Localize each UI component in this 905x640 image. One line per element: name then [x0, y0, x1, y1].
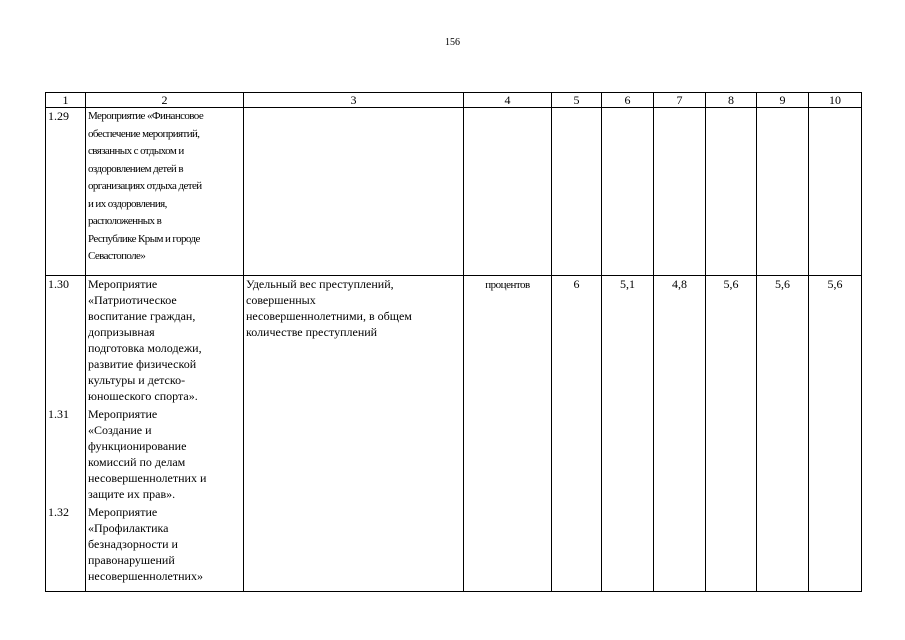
value-cell: 5,6 — [757, 276, 809, 592]
header-cell: 10 — [809, 93, 862, 108]
header-cell: 4 — [464, 93, 552, 108]
header-cell: 8 — [706, 93, 757, 108]
row-number: 1.30 — [48, 277, 69, 291]
header-cell: 7 — [654, 93, 706, 108]
header-cell: 3 — [244, 93, 464, 108]
empty-cell — [809, 108, 862, 276]
value-cell: 5,1 — [602, 276, 654, 592]
empty-cell — [464, 108, 552, 276]
empty-cell — [654, 108, 706, 276]
unit-cell — [464, 276, 552, 592]
header-cell: 5 — [552, 93, 602, 108]
value-cell: 4,8 — [654, 276, 706, 592]
header-cell: 9 — [757, 93, 809, 108]
empty-cell — [706, 108, 757, 276]
row-number: 1.29 — [46, 108, 86, 276]
empty-cell — [602, 108, 654, 276]
measure-name-text: Мероприятие «Патриотическое воспитание граждан, допризывная подготовка молодежи, развитие физической культуры и детско- юношеского спорта». — [88, 277, 202, 403]
value-cell: 6 — [552, 276, 602, 592]
measure-name-text: Мероприятие «Создание и функционирование комиссий по делам несовершеннолетних и защите их прав». — [88, 407, 207, 501]
table-row — [46, 276, 862, 592]
empty-cell — [757, 108, 809, 276]
header-cell: 6 — [602, 93, 654, 108]
indicator-cell — [244, 276, 464, 592]
table-row — [46, 108, 862, 276]
measure-names — [86, 276, 244, 592]
table-header-row — [46, 93, 862, 108]
header-cell: 1 — [46, 93, 86, 108]
indicator-text: Удельный вес преступлений, совершенных несовершеннолетними, в общем количестве преступлений — [246, 277, 412, 339]
row-numbers — [46, 276, 86, 592]
value-cell: 5,6 — [706, 276, 757, 592]
row-number: 1.32 — [48, 505, 69, 519]
measure-name-text: Мероприятие «Финансовое обеспечение мероприятий, связанных с отдыхом и оздоровлением детей в организациях отдыха детей и их оздоровления, расположенных в Республике Крым и городе Севастополе» — [88, 110, 204, 262]
measure-name-text: Мероприятие «Профилактика безнадзорности и правонарушений несовершеннолетних» — [88, 505, 203, 583]
empty-cell — [552, 108, 602, 276]
measure-name — [86, 108, 244, 276]
value-cell: 5,6 — [809, 276, 862, 592]
indicators-table — [45, 92, 862, 592]
page-number: 156 — [445, 37, 460, 48]
header-cell: 2 — [86, 93, 244, 108]
empty-cell — [244, 108, 464, 276]
row-number: 1.31 — [48, 407, 69, 421]
unit-text: процентов — [485, 279, 530, 291]
